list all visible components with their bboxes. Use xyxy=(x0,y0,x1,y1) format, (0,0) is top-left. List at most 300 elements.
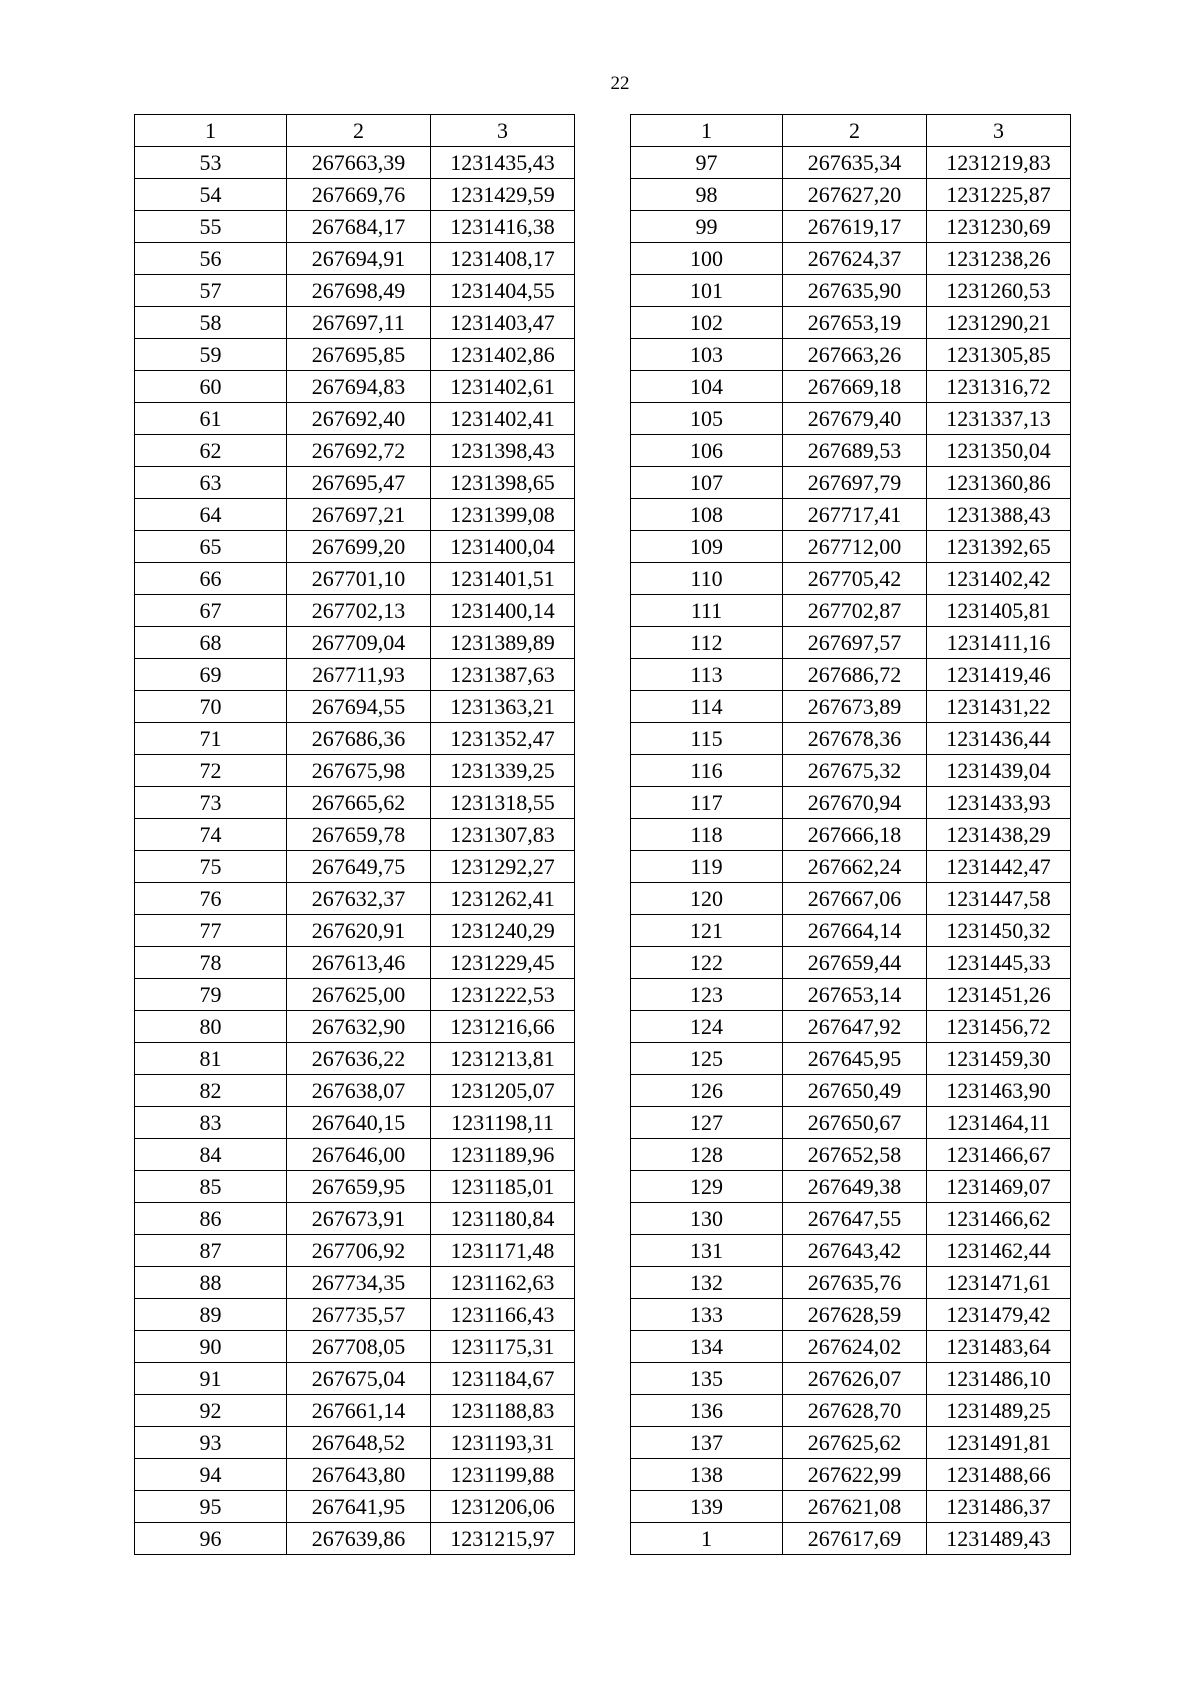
table-row xyxy=(135,275,575,307)
x-coordinate-cell: 267647,55 xyxy=(783,1203,927,1235)
x-coordinate-cell: 267620,91 xyxy=(287,915,431,947)
x-coordinate-cell: 267697,11 xyxy=(287,307,431,339)
y-coordinate-cell: 1231408,17 xyxy=(431,243,575,275)
y-coordinate-cell: 1231403,47 xyxy=(431,307,575,339)
table-row xyxy=(135,1267,575,1299)
x-coordinate-cell: 267648,52 xyxy=(287,1427,431,1459)
point-number-cell: 120 xyxy=(631,883,783,915)
y-coordinate-cell: 1231402,61 xyxy=(431,371,575,403)
point-number-cell: 73 xyxy=(135,787,287,819)
point-number-cell: 100 xyxy=(631,243,783,275)
y-coordinate-cell: 1231491,81 xyxy=(927,1427,1071,1459)
table-row xyxy=(631,531,1071,563)
y-coordinate-cell: 1231316,72 xyxy=(927,371,1071,403)
y-coordinate-cell: 1231225,87 xyxy=(927,179,1071,211)
y-coordinate-cell: 1231171,48 xyxy=(431,1235,575,1267)
x-coordinate-cell: 267663,26 xyxy=(783,339,927,371)
y-coordinate-cell: 1231363,21 xyxy=(431,691,575,723)
x-coordinate-cell: 267647,92 xyxy=(783,1011,927,1043)
table-row xyxy=(631,1171,1071,1203)
table-row xyxy=(631,723,1071,755)
x-coordinate-cell: 267649,75 xyxy=(287,851,431,883)
x-coordinate-cell: 267624,02 xyxy=(783,1331,927,1363)
y-coordinate-cell: 1231469,07 xyxy=(927,1171,1071,1203)
table-row xyxy=(135,243,575,275)
y-coordinate-cell: 1231445,33 xyxy=(927,947,1071,979)
table-row xyxy=(135,1203,575,1235)
point-number-cell: 89 xyxy=(135,1299,287,1331)
point-number-cell: 97 xyxy=(631,147,783,179)
x-coordinate-cell: 267709,04 xyxy=(287,627,431,659)
x-coordinate-cell: 267617,69 xyxy=(783,1523,927,1555)
x-coordinate-cell: 267673,89 xyxy=(783,691,927,723)
point-number-cell: 92 xyxy=(135,1395,287,1427)
y-coordinate-cell: 1231180,84 xyxy=(431,1203,575,1235)
table-row xyxy=(135,659,575,691)
x-coordinate-cell: 267694,83 xyxy=(287,371,431,403)
point-number-cell: 87 xyxy=(135,1235,287,1267)
x-coordinate-cell: 267679,40 xyxy=(783,403,927,435)
point-number-cell: 58 xyxy=(135,307,287,339)
table-row xyxy=(631,787,1071,819)
table-row xyxy=(135,595,575,627)
x-coordinate-cell: 267621,08 xyxy=(783,1491,927,1523)
table-row xyxy=(135,819,575,851)
point-number-cell: 74 xyxy=(135,819,287,851)
x-coordinate-cell: 267653,14 xyxy=(783,979,927,1011)
x-coordinate-cell: 267659,78 xyxy=(287,819,431,851)
y-coordinate-cell: 1231230,69 xyxy=(927,211,1071,243)
y-coordinate-cell: 1231471,61 xyxy=(927,1267,1071,1299)
x-coordinate-cell: 267632,90 xyxy=(287,1011,431,1043)
point-number-cell: 101 xyxy=(631,275,783,307)
coordinates-table-right xyxy=(630,114,1071,1555)
y-coordinate-cell: 1231229,45 xyxy=(431,947,575,979)
y-coordinate-cell: 1231189,96 xyxy=(431,1139,575,1171)
point-number-cell: 95 xyxy=(135,1491,287,1523)
header-row xyxy=(631,115,1071,147)
y-coordinate-cell: 1231405,81 xyxy=(927,595,1071,627)
table-row xyxy=(631,499,1071,531)
point-number-cell: 76 xyxy=(135,883,287,915)
table-row xyxy=(135,467,575,499)
point-number-cell: 139 xyxy=(631,1491,783,1523)
table-row xyxy=(135,1139,575,1171)
point-number-cell: 71 xyxy=(135,723,287,755)
y-coordinate-cell: 1231479,42 xyxy=(927,1299,1071,1331)
point-number-cell: 118 xyxy=(631,819,783,851)
point-number-cell: 128 xyxy=(631,1139,783,1171)
y-coordinate-cell: 1231387,63 xyxy=(431,659,575,691)
x-coordinate-cell: 267667,06 xyxy=(783,883,927,915)
table-row xyxy=(631,1107,1071,1139)
table-row xyxy=(631,979,1071,1011)
table-row xyxy=(631,1235,1071,1267)
table-row xyxy=(631,403,1071,435)
x-coordinate-cell: 267638,07 xyxy=(287,1075,431,1107)
y-coordinate-cell: 1231431,22 xyxy=(927,691,1071,723)
y-coordinate-cell: 1231318,55 xyxy=(431,787,575,819)
point-number-cell: 64 xyxy=(135,499,287,531)
table-row xyxy=(135,531,575,563)
table-row xyxy=(631,1331,1071,1363)
point-number-cell: 80 xyxy=(135,1011,287,1043)
x-coordinate-cell: 267664,14 xyxy=(783,915,927,947)
x-coordinate-cell: 267613,46 xyxy=(287,947,431,979)
x-coordinate-cell: 267708,05 xyxy=(287,1331,431,1363)
point-number-cell: 91 xyxy=(135,1363,287,1395)
y-coordinate-cell: 1231175,31 xyxy=(431,1331,575,1363)
table-row xyxy=(135,1011,575,1043)
y-coordinate-cell: 1231489,25 xyxy=(927,1395,1071,1427)
y-coordinate-cell: 1231205,07 xyxy=(431,1075,575,1107)
column-header-1: 1 xyxy=(135,115,287,147)
y-coordinate-cell: 1231411,16 xyxy=(927,627,1071,659)
point-number-cell: 55 xyxy=(135,211,287,243)
y-coordinate-cell: 1231451,26 xyxy=(927,979,1071,1011)
column-header-3: 3 xyxy=(431,115,575,147)
table-row xyxy=(135,435,575,467)
y-coordinate-cell: 1231219,83 xyxy=(927,147,1071,179)
x-coordinate-cell: 267640,15 xyxy=(287,1107,431,1139)
x-coordinate-cell: 267684,17 xyxy=(287,211,431,243)
table-row xyxy=(135,563,575,595)
coordinates-table-left xyxy=(134,114,575,1555)
y-coordinate-cell: 1231198,11 xyxy=(431,1107,575,1139)
table-row xyxy=(135,147,575,179)
y-coordinate-cell: 1231401,51 xyxy=(431,563,575,595)
table-row xyxy=(631,595,1071,627)
x-coordinate-cell: 267663,39 xyxy=(287,147,431,179)
point-number-cell: 68 xyxy=(135,627,287,659)
table-row xyxy=(631,1011,1071,1043)
y-coordinate-cell: 1231466,62 xyxy=(927,1203,1071,1235)
x-coordinate-cell: 267628,59 xyxy=(783,1299,927,1331)
x-coordinate-cell: 267662,24 xyxy=(783,851,927,883)
x-coordinate-cell: 267686,72 xyxy=(783,659,927,691)
x-coordinate-cell: 267632,37 xyxy=(287,883,431,915)
table-row xyxy=(631,435,1071,467)
y-coordinate-cell: 1231290,21 xyxy=(927,307,1071,339)
y-coordinate-cell: 1231463,90 xyxy=(927,1075,1071,1107)
y-coordinate-cell: 1231402,41 xyxy=(431,403,575,435)
table-row xyxy=(135,211,575,243)
table-row xyxy=(631,1523,1071,1555)
y-coordinate-cell: 1231185,01 xyxy=(431,1171,575,1203)
table-row xyxy=(135,1427,575,1459)
point-number-cell: 61 xyxy=(135,403,287,435)
table-row xyxy=(135,179,575,211)
point-number-cell: 59 xyxy=(135,339,287,371)
table-row xyxy=(135,1331,575,1363)
y-coordinate-cell: 1231337,13 xyxy=(927,403,1071,435)
x-coordinate-cell: 267694,91 xyxy=(287,243,431,275)
y-coordinate-cell: 1231352,47 xyxy=(431,723,575,755)
y-coordinate-cell: 1231213,81 xyxy=(431,1043,575,1075)
point-number-cell: 67 xyxy=(135,595,287,627)
point-number-cell: 109 xyxy=(631,531,783,563)
y-coordinate-cell: 1231339,25 xyxy=(431,755,575,787)
point-number-cell: 122 xyxy=(631,947,783,979)
y-coordinate-cell: 1231398,43 xyxy=(431,435,575,467)
point-number-cell: 108 xyxy=(631,499,783,531)
y-coordinate-cell: 1231466,67 xyxy=(927,1139,1071,1171)
x-coordinate-cell: 267717,41 xyxy=(783,499,927,531)
x-coordinate-cell: 267641,95 xyxy=(287,1491,431,1523)
table-row xyxy=(135,755,575,787)
y-coordinate-cell: 1231360,86 xyxy=(927,467,1071,499)
point-number-cell: 114 xyxy=(631,691,783,723)
y-coordinate-cell: 1231400,14 xyxy=(431,595,575,627)
page-number: 22 xyxy=(610,73,630,94)
y-coordinate-cell: 1231193,31 xyxy=(431,1427,575,1459)
table-row xyxy=(631,1203,1071,1235)
point-number-cell: 96 xyxy=(135,1523,287,1555)
table-row xyxy=(135,1075,575,1107)
y-coordinate-cell: 1231459,30 xyxy=(927,1043,1071,1075)
y-coordinate-cell: 1231489,43 xyxy=(927,1523,1071,1555)
x-coordinate-cell: 267697,79 xyxy=(783,467,927,499)
x-coordinate-cell: 267669,76 xyxy=(287,179,431,211)
x-coordinate-cell: 267735,57 xyxy=(287,1299,431,1331)
y-coordinate-cell: 1231404,55 xyxy=(431,275,575,307)
point-number-cell: 121 xyxy=(631,915,783,947)
point-number-cell: 103 xyxy=(631,339,783,371)
x-coordinate-cell: 267678,36 xyxy=(783,723,927,755)
x-coordinate-cell: 267628,70 xyxy=(783,1395,927,1427)
point-number-cell: 70 xyxy=(135,691,287,723)
table-row xyxy=(135,1523,575,1555)
table-row xyxy=(135,787,575,819)
table-row xyxy=(135,883,575,915)
point-number-cell: 69 xyxy=(135,659,287,691)
point-number-cell: 110 xyxy=(631,563,783,595)
table-row xyxy=(631,1491,1071,1523)
y-coordinate-cell: 1231442,47 xyxy=(927,851,1071,883)
header-row xyxy=(135,115,575,147)
y-coordinate-cell: 1231486,37 xyxy=(927,1491,1071,1523)
x-coordinate-cell: 267702,87 xyxy=(783,595,927,627)
table-row xyxy=(135,1235,575,1267)
y-coordinate-cell: 1231488,66 xyxy=(927,1459,1071,1491)
x-coordinate-cell: 267635,90 xyxy=(783,275,927,307)
x-coordinate-cell: 267670,94 xyxy=(783,787,927,819)
table-row xyxy=(135,691,575,723)
x-coordinate-cell: 267675,04 xyxy=(287,1363,431,1395)
y-coordinate-cell: 1231350,04 xyxy=(927,435,1071,467)
table-row xyxy=(135,307,575,339)
point-number-cell: 90 xyxy=(135,1331,287,1363)
y-coordinate-cell: 1231388,43 xyxy=(927,499,1071,531)
table-row xyxy=(135,1395,575,1427)
y-coordinate-cell: 1231240,29 xyxy=(431,915,575,947)
point-number-cell: 63 xyxy=(135,467,287,499)
point-number-cell: 88 xyxy=(135,1267,287,1299)
y-coordinate-cell: 1231222,53 xyxy=(431,979,575,1011)
column-header-2: 2 xyxy=(287,115,431,147)
point-number-cell: 99 xyxy=(631,211,783,243)
table-row xyxy=(135,1107,575,1139)
point-number-cell: 93 xyxy=(135,1427,287,1459)
point-number-cell: 82 xyxy=(135,1075,287,1107)
y-coordinate-cell: 1231392,65 xyxy=(927,531,1071,563)
x-coordinate-cell: 267701,10 xyxy=(287,563,431,595)
x-coordinate-cell: 267626,07 xyxy=(783,1363,927,1395)
point-number-cell: 83 xyxy=(135,1107,287,1139)
point-number-cell: 105 xyxy=(631,403,783,435)
table-row xyxy=(631,1363,1071,1395)
point-number-cell: 57 xyxy=(135,275,287,307)
x-coordinate-cell: 267675,32 xyxy=(783,755,927,787)
point-number-cell: 132 xyxy=(631,1267,783,1299)
table-row xyxy=(135,1171,575,1203)
table-row xyxy=(135,1491,575,1523)
x-coordinate-cell: 267624,37 xyxy=(783,243,927,275)
point-number-cell: 137 xyxy=(631,1427,783,1459)
y-coordinate-cell: 1231416,38 xyxy=(431,211,575,243)
point-number-cell: 136 xyxy=(631,1395,783,1427)
x-coordinate-cell: 267652,58 xyxy=(783,1139,927,1171)
point-number-cell: 75 xyxy=(135,851,287,883)
x-coordinate-cell: 267625,00 xyxy=(287,979,431,1011)
point-number-cell: 135 xyxy=(631,1363,783,1395)
x-coordinate-cell: 267639,86 xyxy=(287,1523,431,1555)
table-row xyxy=(135,851,575,883)
x-coordinate-cell: 267619,17 xyxy=(783,211,927,243)
y-coordinate-cell: 1231435,43 xyxy=(431,147,575,179)
point-number-cell: 78 xyxy=(135,947,287,979)
table-row xyxy=(135,1299,575,1331)
y-coordinate-cell: 1231206,06 xyxy=(431,1491,575,1523)
y-coordinate-cell: 1231464,11 xyxy=(927,1107,1071,1139)
table-row xyxy=(631,947,1071,979)
y-coordinate-cell: 1231429,59 xyxy=(431,179,575,211)
point-number-cell: 117 xyxy=(631,787,783,819)
y-coordinate-cell: 1231450,32 xyxy=(927,915,1071,947)
x-coordinate-cell: 267694,55 xyxy=(287,691,431,723)
table-row xyxy=(631,1043,1071,1075)
point-number-cell: 60 xyxy=(135,371,287,403)
table-row xyxy=(631,1139,1071,1171)
point-number-cell: 104 xyxy=(631,371,783,403)
point-number-cell: 65 xyxy=(135,531,287,563)
point-number-cell: 130 xyxy=(631,1203,783,1235)
x-coordinate-cell: 267689,53 xyxy=(783,435,927,467)
x-coordinate-cell: 267695,47 xyxy=(287,467,431,499)
x-coordinate-cell: 267645,95 xyxy=(783,1043,927,1075)
y-coordinate-cell: 1231439,04 xyxy=(927,755,1071,787)
x-coordinate-cell: 267673,91 xyxy=(287,1203,431,1235)
table-row xyxy=(631,659,1071,691)
table-row xyxy=(631,1075,1071,1107)
x-coordinate-cell: 267666,18 xyxy=(783,819,927,851)
y-coordinate-cell: 1231486,10 xyxy=(927,1363,1071,1395)
x-coordinate-cell: 267705,42 xyxy=(783,563,927,595)
x-coordinate-cell: 267661,14 xyxy=(287,1395,431,1427)
table-row xyxy=(631,211,1071,243)
y-coordinate-cell: 1231433,93 xyxy=(927,787,1071,819)
table-row xyxy=(135,915,575,947)
table-row xyxy=(631,563,1071,595)
point-number-cell: 94 xyxy=(135,1459,287,1491)
point-number-cell: 102 xyxy=(631,307,783,339)
point-number-cell: 116 xyxy=(631,755,783,787)
y-coordinate-cell: 1231462,44 xyxy=(927,1235,1071,1267)
point-number-cell: 138 xyxy=(631,1459,783,1491)
table-row xyxy=(135,723,575,755)
y-coordinate-cell: 1231216,66 xyxy=(431,1011,575,1043)
x-coordinate-cell: 267650,67 xyxy=(783,1107,927,1139)
table-row xyxy=(135,1459,575,1491)
table-row xyxy=(631,851,1071,883)
y-coordinate-cell: 1231162,63 xyxy=(431,1267,575,1299)
table-row xyxy=(631,1395,1071,1427)
point-number-cell: 107 xyxy=(631,467,783,499)
x-coordinate-cell: 267711,93 xyxy=(287,659,431,691)
y-coordinate-cell: 1231305,85 xyxy=(927,339,1071,371)
point-number-cell: 124 xyxy=(631,1011,783,1043)
table-row xyxy=(631,307,1071,339)
y-coordinate-cell: 1231436,44 xyxy=(927,723,1071,755)
table-row xyxy=(631,1459,1071,1491)
table-row xyxy=(135,1043,575,1075)
x-coordinate-cell: 267622,99 xyxy=(783,1459,927,1491)
point-number-cell: 79 xyxy=(135,979,287,1011)
point-number-cell: 129 xyxy=(631,1171,783,1203)
x-coordinate-cell: 267734,35 xyxy=(287,1267,431,1299)
point-number-cell: 127 xyxy=(631,1107,783,1139)
point-number-cell: 85 xyxy=(135,1171,287,1203)
x-coordinate-cell: 267643,80 xyxy=(287,1459,431,1491)
table-row xyxy=(135,371,575,403)
point-number-cell: 62 xyxy=(135,435,287,467)
y-coordinate-cell: 1231215,97 xyxy=(431,1523,575,1555)
y-coordinate-cell: 1231166,43 xyxy=(431,1299,575,1331)
table-row xyxy=(631,1427,1071,1459)
table-row xyxy=(631,755,1071,787)
point-number-cell: 66 xyxy=(135,563,287,595)
point-number-cell: 98 xyxy=(631,179,783,211)
point-number-cell: 134 xyxy=(631,1331,783,1363)
point-number-cell: 112 xyxy=(631,627,783,659)
table-row xyxy=(631,467,1071,499)
x-coordinate-cell: 267702,13 xyxy=(287,595,431,627)
table-row xyxy=(631,179,1071,211)
y-coordinate-cell: 1231199,88 xyxy=(431,1459,575,1491)
y-coordinate-cell: 1231402,42 xyxy=(927,563,1071,595)
table-row xyxy=(631,275,1071,307)
point-number-cell: 54 xyxy=(135,179,287,211)
point-number-cell: 113 xyxy=(631,659,783,691)
point-number-cell: 86 xyxy=(135,1203,287,1235)
x-coordinate-cell: 267698,49 xyxy=(287,275,431,307)
x-coordinate-cell: 267692,72 xyxy=(287,435,431,467)
table-row xyxy=(631,883,1071,915)
table-row xyxy=(631,1267,1071,1299)
x-coordinate-cell: 267695,85 xyxy=(287,339,431,371)
x-coordinate-cell: 267675,98 xyxy=(287,755,431,787)
table-row xyxy=(631,371,1071,403)
y-coordinate-cell: 1231447,58 xyxy=(927,883,1071,915)
x-coordinate-cell: 267665,62 xyxy=(287,787,431,819)
x-coordinate-cell: 267712,00 xyxy=(783,531,927,563)
y-coordinate-cell: 1231188,83 xyxy=(431,1395,575,1427)
point-number-cell: 106 xyxy=(631,435,783,467)
y-coordinate-cell: 1231399,08 xyxy=(431,499,575,531)
y-coordinate-cell: 1231419,46 xyxy=(927,659,1071,691)
point-number-cell: 53 xyxy=(135,147,287,179)
y-coordinate-cell: 1231260,53 xyxy=(927,275,1071,307)
